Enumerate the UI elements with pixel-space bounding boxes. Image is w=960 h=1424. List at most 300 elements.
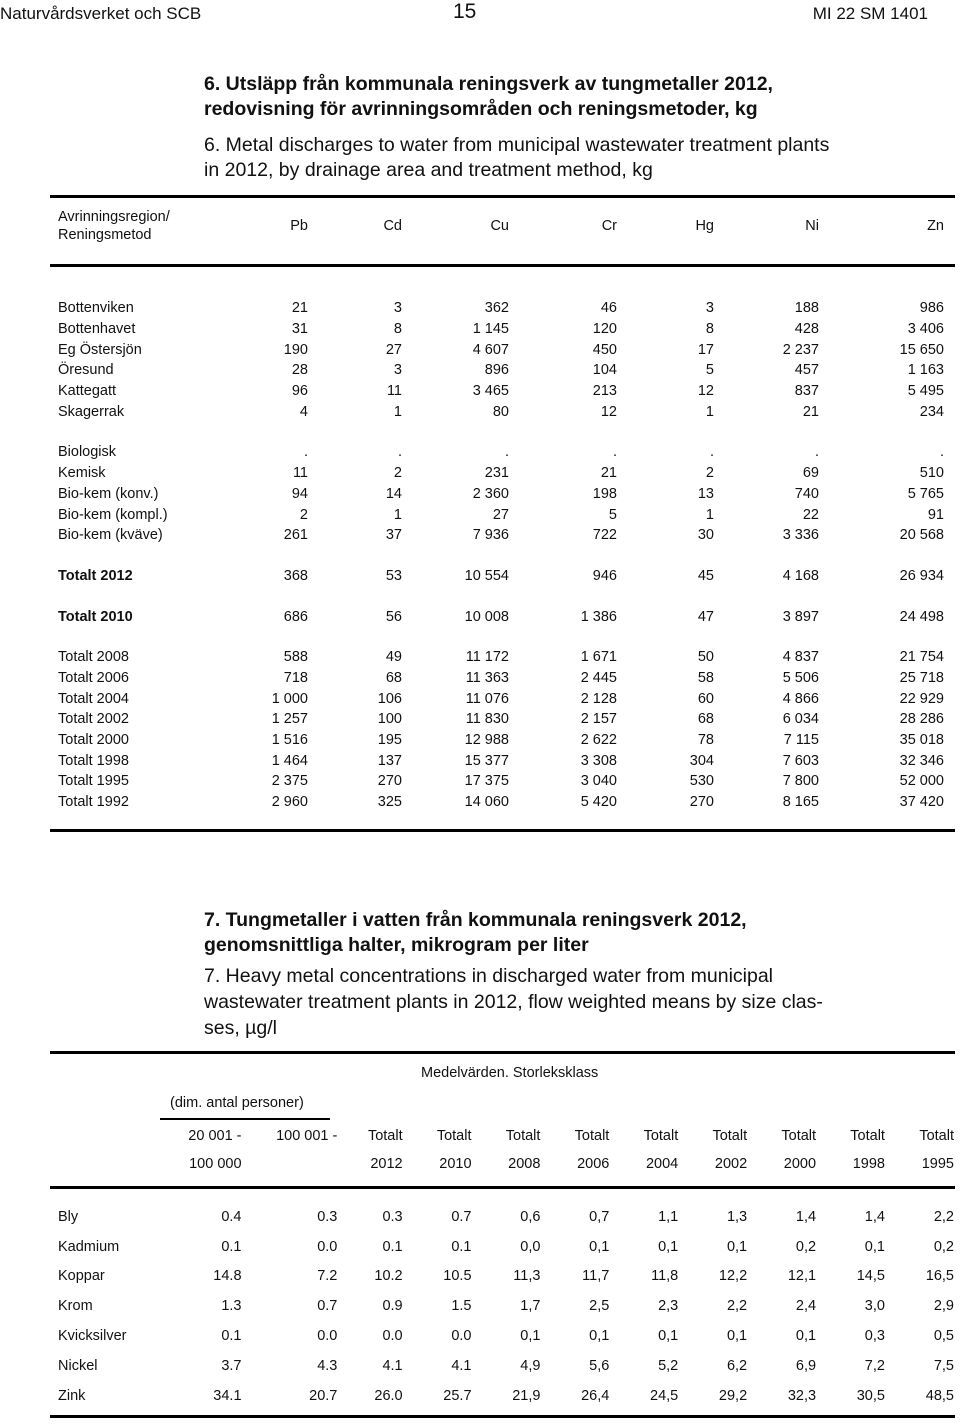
- col-header-hg: Hg: [695, 218, 714, 234]
- row-label: Totalt 2012: [58, 567, 133, 584]
- cell-cr: 5: [608, 506, 617, 523]
- cell-pb: 4: [299, 403, 308, 420]
- cell-cu: .: [504, 444, 509, 461]
- table-row: [58, 566, 944, 587]
- header-spacer: [58, 1122, 170, 1150]
- cell-zn: 234: [919, 403, 944, 420]
- row-label: Bio-kem (konv.): [58, 485, 159, 502]
- value-cell: 3.7: [221, 1357, 242, 1374]
- cell-hg: 1: [705, 403, 714, 420]
- value-cell: 1.5: [451, 1298, 472, 1315]
- value-cell: 0,7: [589, 1208, 610, 1225]
- value-cell: 7,2: [864, 1357, 885, 1374]
- cell-ni: 3 336: [782, 527, 819, 544]
- cell-pb: 686: [283, 608, 308, 625]
- cell-cr: 198: [592, 485, 617, 502]
- cell-cd: 270: [377, 773, 402, 790]
- cell-cd: 137: [377, 752, 402, 769]
- table7-title-sv-2: genomsnittliga halter, mikrogram per liter: [204, 934, 589, 956]
- cell-cu: 231: [484, 465, 509, 482]
- value-cell: 2,2: [726, 1298, 748, 1315]
- value-cell: 26,4: [581, 1387, 610, 1404]
- table7-header-row1: [58, 1122, 954, 1150]
- cell-cu: 10 008: [464, 608, 509, 625]
- cell-cd: 53: [385, 567, 402, 584]
- value-cell: 0,6: [520, 1208, 541, 1225]
- cell-cd: 195: [377, 732, 402, 749]
- metal-label: Krom: [58, 1298, 93, 1315]
- cell-ni: 22: [802, 506, 819, 523]
- table6-title-sv-2: redovisning för avrinningsområden och reningsmetoder, kg: [204, 98, 758, 120]
- value-cell: 2,4: [795, 1298, 817, 1315]
- cell-hg: 12: [697, 383, 714, 400]
- metal-label: Nickel: [58, 1357, 98, 1374]
- cell-cr: 946: [592, 567, 617, 584]
- table6-body: [58, 298, 944, 812]
- metal-label: Koppar: [58, 1268, 105, 1285]
- cell-cd: 3: [393, 362, 402, 379]
- col-header: 2000: [783, 1156, 817, 1172]
- cell-cu: 10 554: [464, 567, 509, 584]
- cell-cr: 722: [592, 527, 617, 544]
- col-header: 100 000: [189, 1156, 242, 1172]
- cell-ni: 7 603: [782, 752, 819, 769]
- value-cell: 7.2: [317, 1268, 338, 1285]
- table-row: [58, 525, 944, 546]
- cell-hg: 1: [705, 506, 714, 523]
- cell-hg: 530: [689, 773, 714, 790]
- cell-ni: 21: [802, 403, 819, 420]
- cell-cd: 1: [393, 506, 402, 523]
- cell-cd: 1: [393, 403, 402, 420]
- value-cell: 12,2: [718, 1268, 748, 1285]
- cell-pb: 2 960: [271, 794, 308, 811]
- cell-cd: 106: [377, 690, 402, 707]
- cell-zn: 24 498: [899, 608, 944, 625]
- table-row: [58, 1351, 954, 1381]
- cell-zn: .: [939, 444, 944, 461]
- cell-zn: 21 754: [899, 649, 944, 666]
- cell-zn: 5 495: [907, 383, 944, 400]
- row-label: Totalt 1992: [58, 794, 129, 811]
- value-cell: 0,1: [795, 1328, 817, 1345]
- cell-pb: 28: [291, 362, 308, 379]
- group-spacer: [58, 586, 944, 606]
- value-cell: 48,5: [925, 1387, 954, 1404]
- cell-ni: 837: [794, 383, 819, 400]
- value-cell: 0.0: [451, 1328, 472, 1345]
- cell-pb: 588: [283, 649, 308, 666]
- region-header-line1: Avrinningsregion/: [58, 209, 170, 225]
- cell-hg: 13: [697, 485, 714, 502]
- value-cell: 0,1: [589, 1238, 610, 1255]
- value-cell: 4.3: [317, 1357, 338, 1374]
- value-cell: 25.7: [443, 1387, 472, 1404]
- region-header-line2: Reningsmetod: [58, 227, 152, 243]
- value-cell: 24,5: [650, 1387, 679, 1404]
- table-row: [58, 771, 944, 792]
- value-cell: 0.1: [221, 1328, 242, 1345]
- value-cell: 11,8: [651, 1268, 679, 1285]
- page-header: [0, 2, 960, 26]
- row-label: Totalt 2002: [58, 711, 129, 728]
- value-cell: 11,3: [513, 1268, 541, 1285]
- table7-header-row2: [58, 1150, 954, 1178]
- cell-ni: 7 800: [782, 773, 819, 790]
- value-cell: 30,5: [856, 1387, 885, 1404]
- table7-top-rule: [50, 1051, 955, 1054]
- col-header-cu: Cu: [490, 218, 509, 234]
- value-cell: 11,7: [582, 1268, 610, 1285]
- cell-cd: 37: [385, 527, 402, 544]
- cell-cr: 1 386: [580, 608, 617, 625]
- table6-header: [58, 208, 944, 244]
- cell-zn: 5 765: [907, 485, 944, 502]
- col-header: Totalt: [436, 1128, 472, 1144]
- cell-cd: 100: [377, 711, 402, 728]
- col-header: Totalt: [919, 1128, 954, 1144]
- table-row: [58, 730, 944, 751]
- table7-size-rule: [160, 1118, 330, 1120]
- value-cell: 16,5: [925, 1268, 954, 1285]
- cell-pb: 1 000: [271, 690, 308, 707]
- value-cell: 2,2: [933, 1208, 954, 1225]
- value-cell: 20.7: [309, 1387, 338, 1404]
- cell-cu: 27: [492, 506, 509, 523]
- table6-title-sv-1: 6. Utsläpp från kommunala reningsverk av tungmetaller 2012,: [204, 73, 773, 95]
- cell-cu: 362: [484, 300, 509, 317]
- value-cell: 0,3: [864, 1328, 885, 1345]
- cell-ni: 4 837: [782, 649, 819, 666]
- table6-region-header: [58, 208, 258, 244]
- cell-cu: 2 360: [472, 485, 509, 502]
- cell-zn: 22 929: [899, 690, 944, 707]
- value-cell: 21,9: [512, 1387, 541, 1404]
- table-row: [58, 606, 944, 627]
- cell-zn: 25 718: [899, 669, 944, 686]
- row-label: Eg Östersjön: [58, 341, 142, 358]
- col-header: 2012: [370, 1156, 403, 1172]
- col-header: 2010: [439, 1156, 472, 1172]
- cell-hg: 8: [705, 321, 714, 338]
- row-label: Bio-kem (kompl.): [58, 506, 168, 523]
- cell-cd: 325: [377, 794, 402, 811]
- table-row: [58, 360, 944, 381]
- row-label: Totalt 2010: [58, 608, 133, 625]
- table-row: [58, 1291, 954, 1321]
- cell-cu: 4 607: [472, 341, 509, 358]
- col-header: 2004: [645, 1156, 679, 1172]
- col-header: [242, 1150, 338, 1178]
- value-cell: 0.4: [221, 1208, 242, 1225]
- value-cell: 0,1: [726, 1328, 748, 1345]
- cell-cu: 14 060: [464, 794, 509, 811]
- cell-cr: 46: [600, 300, 617, 317]
- metal-label: Kadmium: [58, 1238, 120, 1255]
- cell-hg: 5: [705, 362, 714, 379]
- row-label: Totalt 2008: [58, 649, 129, 666]
- cell-zn: 3 406: [907, 321, 944, 338]
- cell-cr: 213: [592, 383, 617, 400]
- cell-cu: 17 375: [464, 773, 509, 790]
- col-header-zn: Zn: [927, 218, 944, 234]
- cell-cr: 3 040: [580, 773, 617, 790]
- table7-mean-caption: Medelvärden. Storleksklass: [421, 1065, 599, 1081]
- value-cell: 34.1: [213, 1387, 242, 1404]
- cell-cd: 8: [393, 321, 402, 338]
- value-cell: 5,6: [589, 1357, 610, 1374]
- col-header-cr: Cr: [601, 218, 617, 234]
- value-cell: 32,3: [787, 1387, 817, 1404]
- col-header: 2006: [577, 1156, 610, 1172]
- cell-cu: 3 465: [472, 383, 509, 400]
- cell-pb: 11: [292, 465, 308, 482]
- cell-hg: 50: [697, 649, 714, 666]
- cell-pb: 261: [283, 527, 308, 544]
- table7-header-rule: [50, 1186, 955, 1189]
- cell-ni: 4 168: [782, 567, 819, 584]
- cell-ni: 6 034: [782, 711, 819, 728]
- cell-cr: 21: [600, 465, 617, 482]
- cell-ni: 69: [802, 465, 819, 482]
- table7-title-en-1: 7. Heavy metal concentrations in discharged water from municipal: [204, 965, 774, 987]
- value-cell: 26.0: [374, 1387, 403, 1404]
- table-row: [58, 401, 944, 422]
- cell-ni: 3 897: [782, 608, 819, 625]
- cell-pb: 368: [283, 567, 308, 584]
- cell-hg: 17: [697, 341, 714, 358]
- table7-title-en-2: wastewater treatment plants in 2012, flow weighted means by size clas-: [204, 991, 823, 1013]
- row-label: Totalt 1998: [58, 752, 129, 769]
- value-cell: 14,5: [856, 1268, 885, 1285]
- value-cell: 4.1: [382, 1357, 403, 1374]
- cell-zn: 1 163: [907, 362, 944, 379]
- table-row: [58, 463, 944, 484]
- table-row: [58, 442, 944, 463]
- value-cell: 0,2: [795, 1238, 817, 1255]
- table-row: [58, 1232, 954, 1262]
- table6-title-en-2: in 2012, by drainage area and treatment method, kg: [204, 159, 653, 181]
- col-header: Totalt: [505, 1128, 541, 1144]
- table-row: [58, 504, 944, 525]
- cell-cu: 80: [492, 403, 509, 420]
- cell-hg: 45: [697, 567, 714, 584]
- cell-hg: 304: [689, 752, 714, 769]
- cell-hg: 78: [697, 732, 714, 749]
- cell-hg: 68: [697, 711, 714, 728]
- cell-cd: 68: [385, 669, 402, 686]
- cell-pb: 2 375: [271, 773, 308, 790]
- cell-zn: 91: [927, 506, 944, 523]
- cell-pb: 31: [291, 321, 308, 338]
- cell-zn: 20 568: [899, 527, 944, 544]
- cell-cd: .: [397, 444, 402, 461]
- cell-cd: 56: [385, 608, 402, 625]
- table-row: [58, 1321, 954, 1351]
- cell-pb: 2: [299, 506, 308, 523]
- col-header: 20 001 -: [188, 1128, 242, 1144]
- row-label: Kattegatt: [58, 383, 117, 400]
- value-cell: 6,9: [795, 1357, 817, 1374]
- cell-cu: 11 076: [465, 690, 509, 707]
- cell-zn: 986: [919, 300, 944, 317]
- table7-body: [58, 1202, 954, 1411]
- cell-cd: 11: [386, 383, 402, 400]
- value-cell: 0.9: [382, 1298, 403, 1315]
- cell-cr: 2 622: [580, 732, 617, 749]
- value-cell: 1,1: [658, 1208, 679, 1225]
- col-header-ni: Ni: [805, 218, 819, 234]
- value-cell: 0.3: [317, 1208, 338, 1225]
- value-cell: 0,2: [933, 1238, 954, 1255]
- cell-cu: 12 988: [464, 732, 509, 749]
- cell-pb: 96: [291, 383, 308, 400]
- cell-hg: 58: [697, 669, 714, 686]
- cell-zn: 26 934: [899, 567, 944, 584]
- cell-pb: .: [303, 444, 308, 461]
- value-cell: 0,1: [520, 1328, 541, 1345]
- col-header: 2002: [714, 1156, 748, 1172]
- value-cell: 5,2: [658, 1357, 679, 1374]
- cell-cu: 11 363: [465, 669, 509, 686]
- group-spacer: [58, 422, 944, 442]
- col-header: Totalt: [643, 1128, 679, 1144]
- cell-ni: 428: [794, 321, 819, 338]
- table-row: [58, 1262, 954, 1292]
- cell-cu: 11 830: [465, 711, 509, 728]
- cell-cu: 11 172: [465, 649, 509, 666]
- row-label: Kemisk: [58, 465, 106, 482]
- cell-cr: 2 445: [580, 669, 617, 686]
- cell-hg: 47: [697, 608, 714, 625]
- cell-ni: 8 165: [782, 794, 819, 811]
- group-spacer: [58, 627, 944, 647]
- cell-cr: 12: [600, 403, 617, 420]
- row-label: Biologisk: [58, 444, 117, 461]
- cell-ni: 5 506: [782, 669, 819, 686]
- value-cell: 2,5: [589, 1298, 610, 1315]
- report-id: MI 22 SM 1401: [812, 4, 928, 23]
- table-row: [58, 339, 944, 360]
- value-cell: 1,4: [795, 1208, 817, 1225]
- table-row: [58, 647, 944, 668]
- table6-bottom-rule: [50, 829, 955, 832]
- cell-hg: 30: [697, 527, 714, 544]
- row-label: Bottenhavet: [58, 321, 136, 338]
- col-header-cd: Cd: [383, 218, 402, 234]
- value-cell: 0.0: [382, 1328, 403, 1345]
- value-cell: 4,9: [520, 1357, 541, 1374]
- cell-pb: 1 516: [271, 732, 308, 749]
- cell-hg: 2: [705, 465, 714, 482]
- value-cell: 0,5: [933, 1328, 954, 1345]
- table7-title-en-3: ses, µg/l: [204, 1017, 278, 1039]
- metal-label: Bly: [58, 1208, 79, 1225]
- table-row: [58, 668, 944, 689]
- cell-pb: 1 257: [271, 711, 308, 728]
- value-cell: 0.3: [382, 1208, 403, 1225]
- cell-zn: 37 420: [899, 794, 944, 811]
- table-row: [58, 319, 944, 340]
- table6-title-en-1: 6. Metal discharges to water from municipal wastewater treatment plants: [204, 134, 830, 156]
- value-cell: 0.7: [451, 1208, 472, 1225]
- cell-zn: 28 286: [899, 711, 944, 728]
- row-label: Totalt 2004: [58, 690, 129, 707]
- value-cell: 0,0: [520, 1238, 541, 1255]
- cell-hg: 270: [689, 794, 714, 811]
- col-header: 2008: [508, 1156, 541, 1172]
- table-row: [58, 750, 944, 771]
- cell-hg: 3: [705, 300, 714, 317]
- table7-size-caption: (dim. antal personer): [170, 1095, 304, 1111]
- cell-zn: 35 018: [899, 732, 944, 749]
- row-label: Totalt 2000: [58, 732, 129, 749]
- value-cell: 12,1: [787, 1268, 817, 1285]
- cell-ni: 457: [794, 362, 819, 379]
- cell-cu: 7 936: [472, 527, 509, 544]
- cell-cr: 450: [592, 341, 617, 358]
- col-header: Totalt: [574, 1128, 610, 1144]
- cell-cd: 14: [385, 485, 402, 502]
- value-cell: 0,1: [589, 1328, 610, 1345]
- cell-cd: 27: [385, 341, 402, 358]
- cell-pb: 94: [291, 485, 308, 502]
- metal-label: Kvicksilver: [58, 1328, 127, 1345]
- cell-ni: 740: [794, 485, 819, 502]
- metal-label: Zink: [58, 1387, 86, 1404]
- row-label: Bottenviken: [58, 300, 134, 317]
- table-row: [58, 1202, 954, 1232]
- col-header: 1995: [921, 1156, 954, 1172]
- table-row: [58, 484, 944, 505]
- cell-cd: 49: [385, 649, 402, 666]
- table6-top-rule: [50, 195, 955, 198]
- cell-zn: 52 000: [899, 773, 944, 790]
- table-row: [58, 709, 944, 730]
- value-cell: 0.1: [382, 1238, 403, 1255]
- header-spacer: [58, 1150, 170, 1178]
- value-cell: 0,1: [864, 1238, 885, 1255]
- cell-cr: .: [612, 444, 617, 461]
- cell-zn: 15 650: [899, 341, 944, 358]
- col-header: Totalt: [367, 1128, 403, 1144]
- value-cell: 0,1: [726, 1238, 748, 1255]
- row-label: Öresund: [58, 362, 114, 379]
- cell-ni: 7 115: [783, 732, 819, 749]
- value-cell: 0.1: [451, 1238, 472, 1255]
- cell-cd: 3: [393, 300, 402, 317]
- table7-bottom-rule: [50, 1415, 955, 1418]
- value-cell: 0.0: [317, 1328, 338, 1345]
- cell-cr: 1 671: [580, 649, 617, 666]
- cell-ni: .: [814, 444, 819, 461]
- cell-pb: 190: [283, 341, 308, 358]
- cell-cu: 1 145: [472, 321, 509, 338]
- value-cell: 0.0: [317, 1238, 338, 1255]
- cell-cr: 120: [592, 321, 617, 338]
- page-number: 15: [453, 0, 477, 23]
- value-cell: 0.1: [221, 1238, 242, 1255]
- cell-zn: 32 346: [899, 752, 944, 769]
- table-row: [58, 381, 944, 402]
- cell-cr: 2 128: [580, 690, 617, 707]
- value-cell: 6,2: [726, 1357, 748, 1374]
- cell-pb: 1 464: [271, 752, 308, 769]
- value-cell: 10.5: [443, 1268, 472, 1285]
- row-label: Totalt 1995: [58, 773, 129, 790]
- row-label: Skagerrak: [58, 403, 125, 420]
- col-header: Totalt: [781, 1128, 817, 1144]
